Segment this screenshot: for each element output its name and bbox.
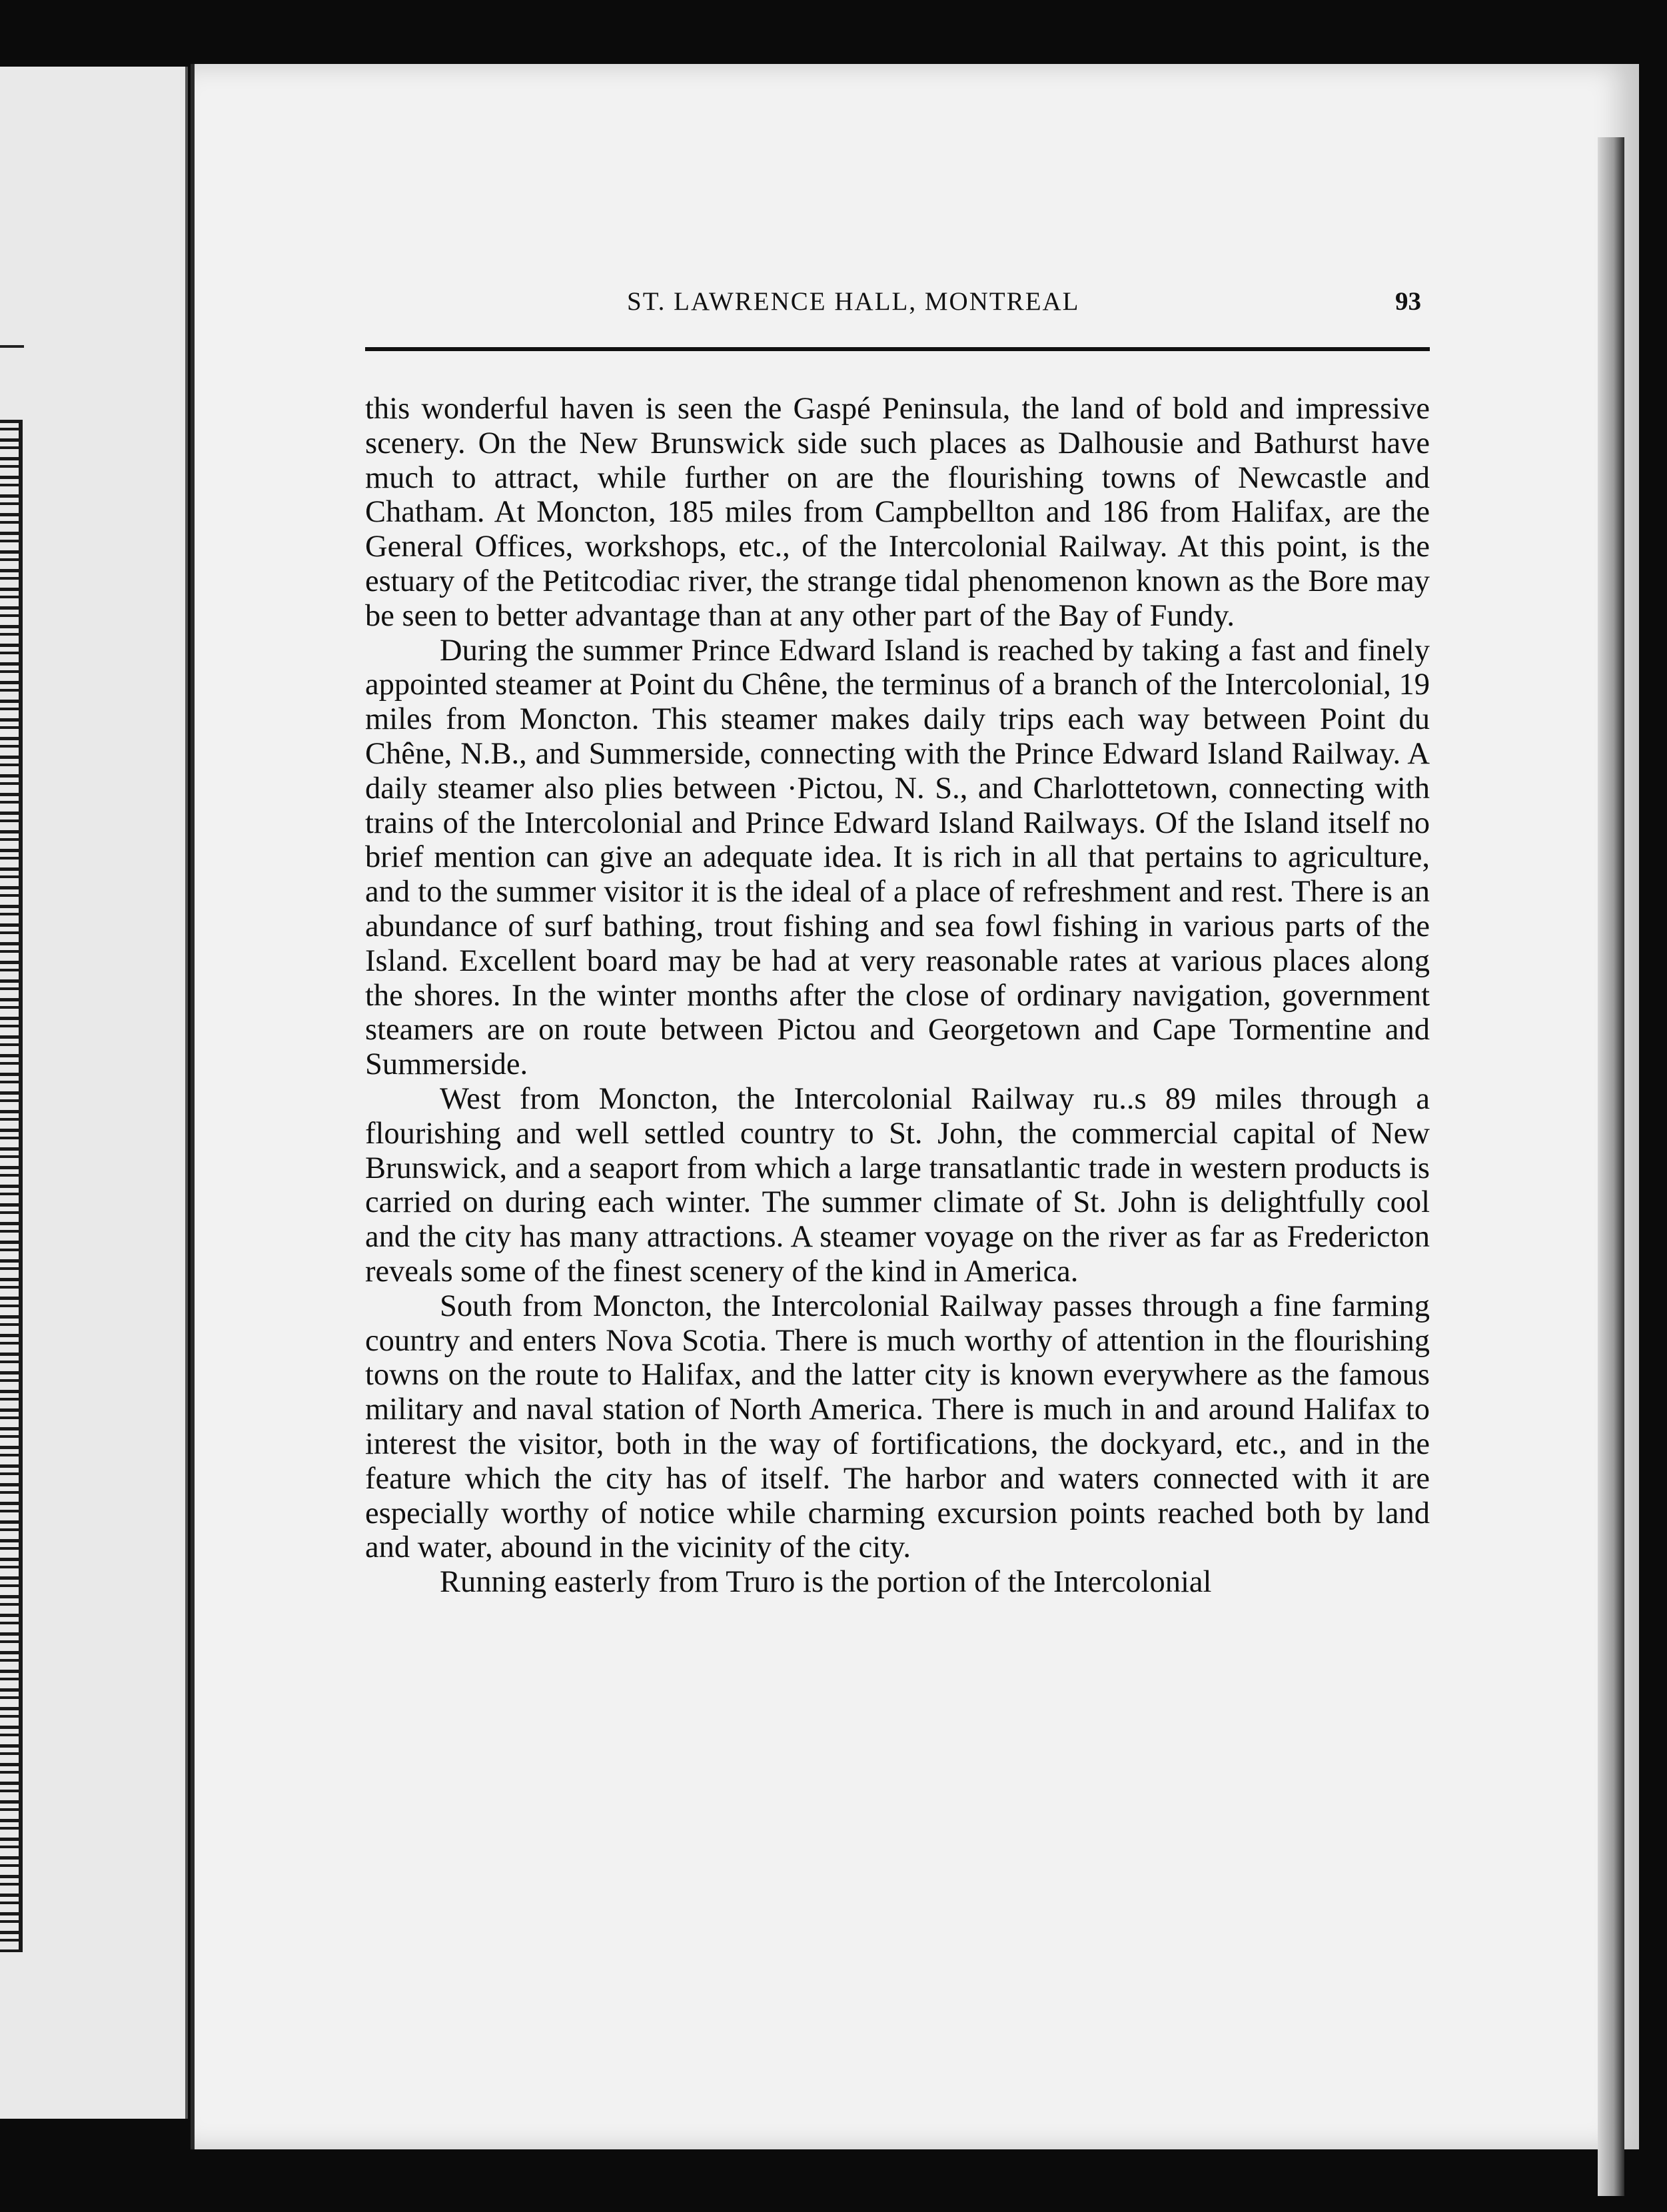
paragraph: During the summer Prince Edward Island is reached by taking a fast and finely appointed steamer at Point du Chêne, the terminus of a branch of the Intercolonial, 19 miles from Moncton. This steamer makes daily trips each way between Point du Chêne, N.B., and Summerside, connecting with the Prince Edward Island Railway. A daily steamer also plies between ·Pictou, N. S., and Charlottetown, connecting with trains of the Intercolonial and Prince Edward Island Railways. Of the Island itself no brief mention can give an adequate idea. It is rich in all that pertains to agriculture, and to the summer visitor it is the ideal of a place of refreshment and rest. There is an abundance of surf bathing, trout fishing and sea fowl fishing in various parts of the Island. Excellent board may be had at very reasonable rates at various places along the shores. In the winter months after the close of ordinary navigation, government steamers are on route between Pictou and Georgetown and Cape Tormentine and Summerside. — [365, 633, 1430, 1082]
page-number: 93 — [1395, 287, 1421, 316]
header-rule — [365, 347, 1430, 351]
paragraph: West from Moncton, the Intercolonial Railway ru..s 89 miles through a flourishing and well settled country to St. John, the commercial capital of New Brunswick, and a seaport from which a large transatlantic trade in western products is carried on during each winter. The summer climate of St. John is delightfully cool and the city has many attractions. A steamer voyage on the river as far as Fredericton reveals some of the finest scenery of the kind in America. — [365, 1081, 1430, 1289]
paragraph: South from Moncton, the Intercolonial Railway passes through a fine farming country and enters Nova Scotia. There is much worthy of attention in the flourishing towns on the route to Halifax, and the latter city is known everywhere as the famous military and naval station of North America. There is much in and around Halifax to interest the visitor, both in the way of fortifications, the dockyard, etc., and in the feature which the city has of itself. The harbor and waters connected with it are especially worthy of notice while charming excursion points reached both by land and water, abound in the vicinity of the city. — [365, 1289, 1430, 1565]
facing-page-rule — [0, 345, 24, 348]
page-header — [365, 286, 1428, 326]
binding-stitching — [0, 420, 23, 1952]
page-edge-shadow — [1598, 137, 1624, 2196]
running-head: ST. LAWRENCE HALL, MONTREAL — [627, 287, 1080, 316]
facing-page — [0, 67, 188, 2119]
paragraph: Running easterly from Truro is the portion of the Intercolonial — [440, 1565, 1212, 1600]
paragraph: this wonderful haven is seen the Gaspé Peninsula, the land of bold and impressive scenery. On the New Brunswick side such places as Dalhousie and Bathurst have much to attract, while further on are the flourishing towns of Newcastle and Chatham. At Moncton, 185 miles from Campbellton and 186 from Halifax, are the General Offices, workshops, etc., of the Intercolonial Railway. At this point, is the estuary of the Petitcodiac river, the strange tidal phenomenon known as the Bore may be seen to better advantage than at any other part of the Bay of Fundy. — [365, 392, 1430, 633]
body-text — [365, 392, 1430, 1600]
